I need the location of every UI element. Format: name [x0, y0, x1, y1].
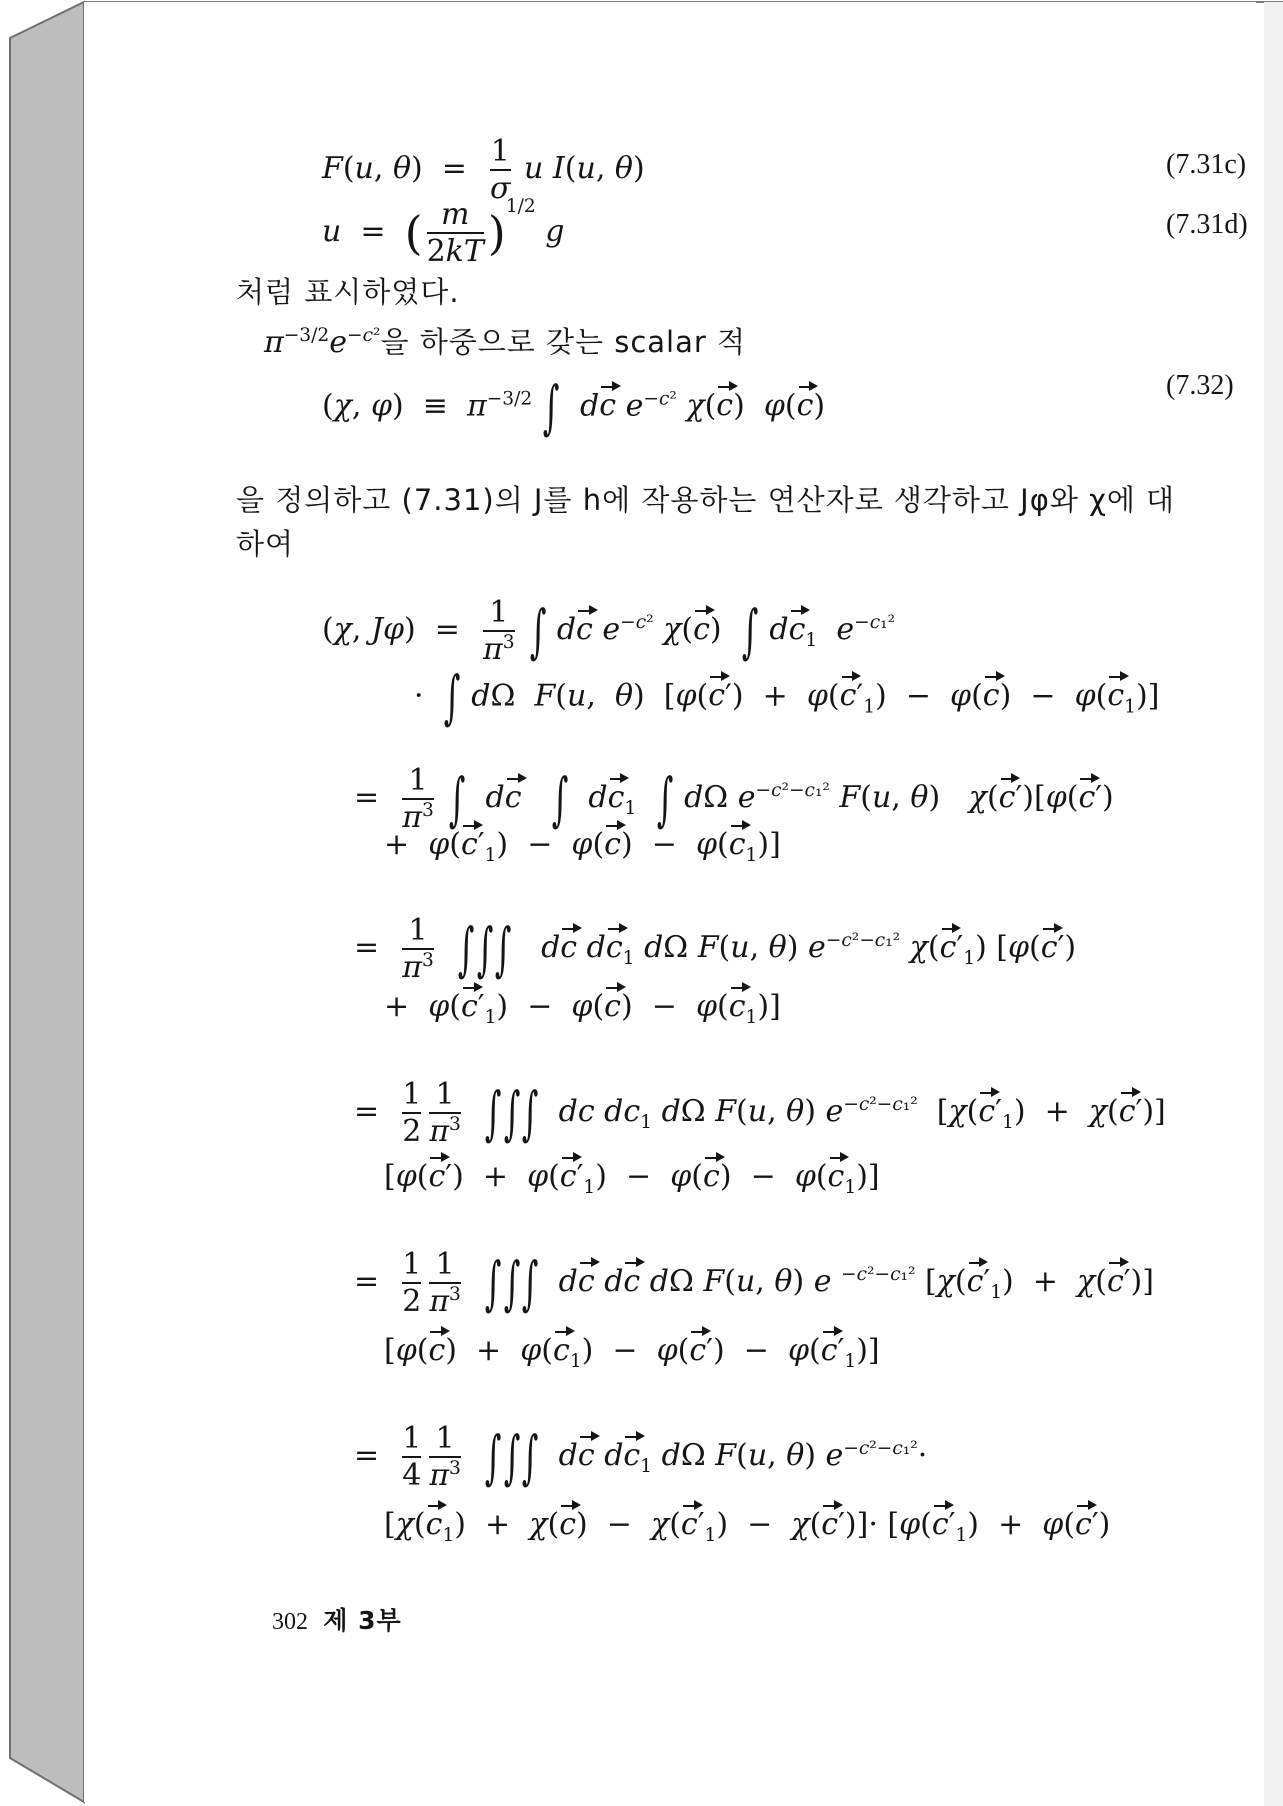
page-number: 302 — [272, 1609, 308, 1635]
derivation-line-4: + $\varphi(c'_1) - \varphi(c) - \varphi(c_1)$] — [384, 827, 781, 866]
page-footer — [272, 1608, 402, 1634]
derivation-line-12: $[\chi(c_1) + \chi(c) - \chi(c'_1) - \chi(c')]\cdot [\varphi(c'_1) + \varphi(c')$ — [384, 1507, 1111, 1546]
derivation-line-8: $[\varphi(c') + \varphi(c'_1) - \varphi(c) - \varphi(c_1)]$ — [384, 1159, 880, 1198]
equation-7-31d: u = ( $\frac{m}{2kT}$ )$^{1/2}$ g — [322, 196, 565, 269]
equation-7-32: (χ, $\varphi) \equiv \pi^{-3/2}$ ∫ dc $e^{-c^2}$ χ(c) φ(c) — [322, 373, 826, 441]
equation-7-31c: F(u, θ) = $\frac{1}{\sigma}$ u I(u, θ) — [322, 134, 645, 206]
derivation-line-2: · ∫ dΩ F(u, θ) $[\varphi(c') + \varphi(c'_1) - \varphi(c) - \varphi(c_1)]$ — [414, 663, 1160, 731]
part-label: 제 3부 — [323, 1606, 402, 1635]
equation-number-7-31c: (7.31c) — [1166, 149, 1247, 180]
derivation-line-6: + $\varphi(c'_1) - \varphi(c) - \varphi(c_1)$] — [384, 989, 781, 1028]
derivation-line-9: = $\frac{1}{2}$ $\frac{1}{\pi^3}$ ∫∫∫ dc dc dΩ F(u, θ) e $^{-c^2-c_1^2}$ $[\chi(c'_1) + \chi(c')]$ — [354, 1247, 1154, 1319]
text-line-2-suffix: 을 하중으로 갖는 scalar 적 — [380, 325, 747, 359]
equation-number-7-31d: (7.31d) — [1166, 209, 1248, 240]
equation-number-7-32: (7.32) — [1166, 370, 1234, 401]
derivation-line-10: $[\varphi(c) + \varphi(c_1) - \varphi(c') - \varphi(c'_1)]$ — [384, 1333, 880, 1372]
derivation-line-11: = $\frac{1}{4}$ $\frac{1}{\pi^3}$ ∫∫∫ dc $dc_1$ dΩ F(u, θ) $e^{-c^2-c_1^2}\cdot$ — [354, 1421, 928, 1493]
text-line-3: 을 정의하고 (7.31)의 J를 h에 작용하는 연산자로 생각하고 Jφ와 χ에 대 — [236, 483, 1176, 517]
derivation-line-5: = $\frac{1}{\pi^3}$ ∫∫∫ dc $dc_1$ dΩ F(u, θ) $e^{-c^2-c_1^2}$ $\chi(c'_1)$ [φ(c′) — [354, 913, 1077, 985]
derivation-line-1: (χ, Jφ) = $\frac{1}{\pi^3}$ ∫ dc $e^{-c^2}$ χ(c) ∫ $dc_1$ $e^{-c_1^2}$ — [322, 595, 896, 667]
derivation-line-7: = $\frac{1}{2}$ $\frac{1}{\pi^3}$ ∫∫∫ dc $dc_1$ dΩ F(u, θ) $e^{-c^2-c_1^2}$ $[\chi(c'_1) + \chi(c')]$ — [354, 1077, 1166, 1149]
text-line-4: 하여 — [236, 527, 295, 561]
text-line-1: 처럼 표시하였다. — [236, 275, 460, 309]
derivation-line-3: = $\frac{1}{\pi^3}$ ∫ dc ∫ $dc_1$ ∫ dΩ $e^{-c^2-c_1^2}$ F(u, θ) χ(c′)[φ(c′) — [354, 763, 1114, 835]
weight-expression-line: $\pi^{-3/2}e^{-c^2}$을 하중으로 갖는 scalar 적 — [264, 325, 747, 360]
book-page — [84, 2, 1256, 1802]
